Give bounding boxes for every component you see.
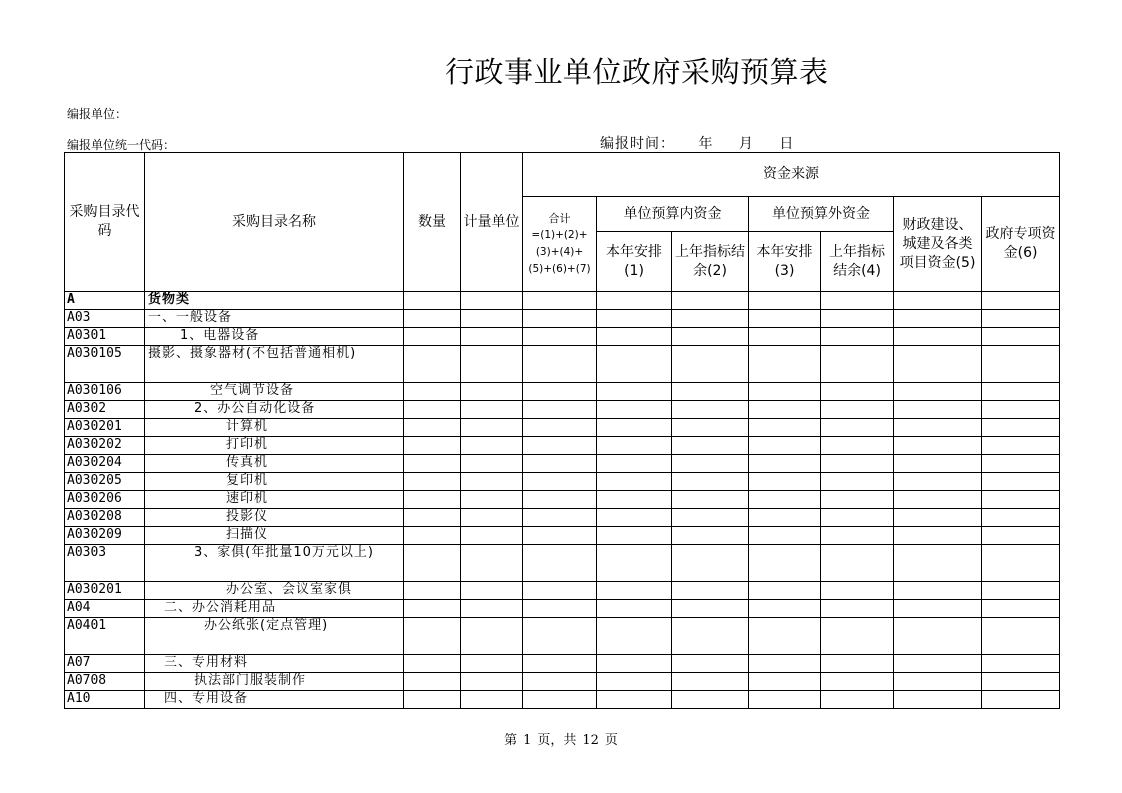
row-cell[interactable]	[749, 310, 821, 328]
row-cell[interactable]	[404, 527, 461, 545]
row-cell[interactable]	[597, 310, 672, 328]
row-cell[interactable]	[672, 455, 749, 473]
row-code[interactable]: A030201	[65, 582, 145, 600]
row-cell[interactable]	[461, 491, 523, 509]
table-row	[65, 419, 1060, 437]
row-name[interactable]: 1、电器设备	[145, 328, 404, 346]
row-code[interactable]: A030201	[65, 419, 145, 437]
col-header-name: 采购目录名称	[145, 153, 404, 292]
row-cell[interactable]	[672, 310, 749, 328]
col-header-in-current: 本年安排(1)	[597, 232, 672, 292]
row-cell[interactable]	[982, 655, 1060, 673]
col-header-qty: 数量	[404, 153, 461, 292]
row-cell[interactable]	[821, 401, 894, 419]
row-cell[interactable]	[597, 473, 672, 491]
row-cell[interactable]	[404, 473, 461, 491]
row-cell[interactable]	[982, 437, 1060, 455]
footer-suffix: 页	[604, 733, 618, 748]
row-cell[interactable]	[404, 292, 461, 310]
row-cell[interactable]	[461, 527, 523, 545]
row-cell[interactable]	[404, 401, 461, 419]
footer-prefix: 第	[504, 733, 518, 748]
row-cell[interactable]	[523, 527, 597, 545]
row-cell[interactable]	[672, 655, 749, 673]
col-header-in-balance: 上年指标结余(2)	[672, 232, 749, 292]
row-cell[interactable]	[597, 673, 672, 691]
row-code[interactable]: A030205	[65, 473, 145, 491]
row-cell[interactable]	[404, 346, 461, 383]
row-cell[interactable]	[404, 618, 461, 655]
row-cell[interactable]	[749, 383, 821, 401]
row-cell[interactable]	[821, 310, 894, 328]
page-footer	[0, 729, 1122, 748]
row-cell[interactable]	[894, 310, 982, 328]
row-cell[interactable]	[821, 545, 894, 582]
col-header-inside: 单位预算内资金	[597, 197, 749, 232]
row-name[interactable]: 一、一般设备	[145, 310, 404, 328]
row-cell[interactable]	[749, 673, 821, 691]
row-cell[interactable]	[821, 292, 894, 310]
row-cell[interactable]	[982, 527, 1060, 545]
table-row	[65, 600, 1060, 618]
row-cell[interactable]	[597, 691, 672, 709]
row-cell[interactable]	[461, 545, 523, 582]
row-cell[interactable]	[523, 509, 597, 527]
row-cell[interactable]	[523, 455, 597, 473]
row-cell[interactable]	[597, 655, 672, 673]
row-cell[interactable]	[982, 401, 1060, 419]
row-code[interactable]: A030106	[65, 383, 145, 401]
row-cell[interactable]	[894, 383, 982, 401]
row-name[interactable]: 扫描仪	[145, 527, 404, 545]
row-cell[interactable]	[672, 328, 749, 346]
row-cell[interactable]	[672, 618, 749, 655]
row-name[interactable]: 投影仪	[145, 509, 404, 527]
col-header-source: 资金来源	[523, 153, 1060, 197]
row-cell[interactable]	[461, 509, 523, 527]
row-cell[interactable]	[982, 691, 1060, 709]
row-cell[interactable]	[597, 455, 672, 473]
row-cell[interactable]	[821, 655, 894, 673]
row-cell[interactable]	[404, 328, 461, 346]
row-name[interactable]: 三、专用材料	[145, 655, 404, 673]
row-cell[interactable]	[523, 310, 597, 328]
row-cell[interactable]	[597, 582, 672, 600]
table-row	[65, 545, 1060, 582]
row-code[interactable]: A04	[65, 600, 145, 618]
row-cell[interactable]	[404, 383, 461, 401]
row-code[interactable]: A	[65, 292, 145, 310]
row-cell[interactable]	[749, 618, 821, 655]
row-cell[interactable]	[749, 437, 821, 455]
row-cell[interactable]	[894, 600, 982, 618]
row-cell[interactable]	[821, 618, 894, 655]
row-name[interactable]: 计算机	[145, 419, 404, 437]
col-header-special: 政府专项资金(6)	[982, 197, 1060, 292]
row-cell[interactable]	[821, 473, 894, 491]
footer-mid: 页，共	[537, 733, 577, 748]
row-cell[interactable]	[982, 346, 1060, 383]
day-label: 日	[779, 136, 795, 152]
row-cell[interactable]	[749, 292, 821, 310]
row-cell[interactable]	[597, 383, 672, 401]
row-cell[interactable]	[404, 509, 461, 527]
row-cell[interactable]	[523, 328, 597, 346]
row-cell[interactable]	[894, 473, 982, 491]
row-cell[interactable]	[523, 401, 597, 419]
row-cell[interactable]	[461, 383, 523, 401]
table-row	[65, 655, 1060, 673]
row-code[interactable]: A030206	[65, 491, 145, 509]
col-header-code: 采购目录代码	[65, 153, 145, 292]
table-row	[65, 673, 1060, 691]
row-cell[interactable]	[523, 655, 597, 673]
row-cell[interactable]	[982, 455, 1060, 473]
table-row	[65, 383, 1060, 401]
table-row	[65, 292, 1060, 310]
row-cell[interactable]	[749, 328, 821, 346]
row-name[interactable]: 办公纸张(定点管理)	[145, 618, 404, 655]
row-cell[interactable]	[749, 655, 821, 673]
row-cell[interactable]	[523, 346, 597, 383]
page-title: 行政事业单位政府采购预算表	[445, 55, 829, 89]
row-cell[interactable]	[821, 419, 894, 437]
table-row	[65, 618, 1060, 655]
row-cell[interactable]	[461, 582, 523, 600]
col-header-outside: 单位预算外资金	[749, 197, 894, 232]
row-cell[interactable]	[597, 509, 672, 527]
row-cell[interactable]	[982, 419, 1060, 437]
row-cell[interactable]	[461, 655, 523, 673]
row-cell[interactable]	[461, 455, 523, 473]
row-code[interactable]: A030204	[65, 455, 145, 473]
row-cell[interactable]	[982, 618, 1060, 655]
row-cell[interactable]	[894, 437, 982, 455]
row-cell[interactable]	[982, 328, 1060, 346]
row-cell[interactable]	[749, 527, 821, 545]
row-cell[interactable]	[821, 582, 894, 600]
row-cell[interactable]	[597, 437, 672, 455]
row-cell[interactable]	[894, 328, 982, 346]
table-row	[65, 401, 1060, 419]
row-cell[interactable]	[672, 437, 749, 455]
row-cell[interactable]	[749, 401, 821, 419]
report-time	[600, 133, 794, 153]
row-cell[interactable]	[982, 600, 1060, 618]
row-cell[interactable]	[523, 673, 597, 691]
row-name[interactable]: 货物类	[145, 292, 404, 310]
row-cell[interactable]	[672, 600, 749, 618]
row-cell[interactable]	[894, 527, 982, 545]
row-code[interactable]: A07	[65, 655, 145, 673]
row-cell[interactable]	[672, 419, 749, 437]
row-code[interactable]: A030105	[65, 346, 145, 383]
col-header-total-line2: =(1)+(2)+(3)+(4)+(5)+(6)+(7)	[528, 229, 591, 275]
row-cell[interactable]	[404, 419, 461, 437]
row-cell[interactable]	[461, 310, 523, 328]
row-cell[interactable]	[894, 618, 982, 655]
row-cell[interactable]	[404, 655, 461, 673]
col-header-out-current: 本年安排(3)	[749, 232, 821, 292]
row-cell[interactable]	[821, 328, 894, 346]
row-cell[interactable]	[523, 691, 597, 709]
row-cell[interactable]	[523, 383, 597, 401]
row-name[interactable]: 速印机	[145, 491, 404, 509]
row-cell[interactable]	[597, 491, 672, 509]
row-code[interactable]: A0401	[65, 618, 145, 655]
table-row	[65, 437, 1060, 455]
row-cell[interactable]	[821, 491, 894, 509]
col-header-out-balance: 上年指标结余(4)	[821, 232, 894, 292]
row-cell[interactable]	[894, 691, 982, 709]
row-cell[interactable]	[894, 655, 982, 673]
row-cell[interactable]	[461, 600, 523, 618]
row-name[interactable]: 二、办公消耗用品	[145, 600, 404, 618]
row-cell[interactable]	[597, 545, 672, 582]
row-cell[interactable]	[404, 545, 461, 582]
row-code[interactable]: A0303	[65, 545, 145, 582]
table-row	[65, 346, 1060, 383]
row-cell[interactable]	[982, 473, 1060, 491]
row-cell[interactable]	[597, 401, 672, 419]
table-row	[65, 310, 1060, 328]
table-row	[65, 491, 1060, 509]
row-cell[interactable]	[894, 509, 982, 527]
row-cell[interactable]	[894, 673, 982, 691]
row-cell[interactable]	[894, 419, 982, 437]
row-cell[interactable]	[404, 673, 461, 691]
row-cell[interactable]	[821, 673, 894, 691]
row-cell[interactable]	[749, 419, 821, 437]
row-cell[interactable]	[597, 328, 672, 346]
col-header-finance: 财政建设、城建及各类项目资金(5)	[894, 197, 982, 292]
row-cell[interactable]	[597, 527, 672, 545]
table-row	[65, 582, 1060, 600]
row-cell[interactable]	[672, 509, 749, 527]
row-cell[interactable]	[749, 691, 821, 709]
table-row	[65, 455, 1060, 473]
table-row	[65, 527, 1060, 545]
row-cell[interactable]	[672, 527, 749, 545]
row-code[interactable]: A0301	[65, 328, 145, 346]
row-cell[interactable]	[821, 383, 894, 401]
row-cell[interactable]	[404, 582, 461, 600]
row-code[interactable]: A030202	[65, 437, 145, 455]
row-cell[interactable]	[821, 600, 894, 618]
row-cell[interactable]	[523, 618, 597, 655]
row-cell[interactable]	[461, 292, 523, 310]
row-cell[interactable]	[523, 545, 597, 582]
table-row	[65, 509, 1060, 527]
row-cell[interactable]	[894, 292, 982, 310]
row-cell[interactable]	[982, 673, 1060, 691]
row-cell[interactable]	[672, 383, 749, 401]
row-cell[interactable]	[982, 582, 1060, 600]
row-cell[interactable]	[749, 600, 821, 618]
row-cell[interactable]	[461, 473, 523, 491]
row-cell[interactable]	[523, 419, 597, 437]
row-cell[interactable]	[982, 509, 1060, 527]
row-cell[interactable]	[523, 437, 597, 455]
row-cell[interactable]	[894, 582, 982, 600]
row-cell[interactable]	[461, 346, 523, 383]
row-cell[interactable]	[982, 383, 1060, 401]
row-name[interactable]: 复印机	[145, 473, 404, 491]
row-cell[interactable]	[597, 419, 672, 437]
row-cell[interactable]	[461, 419, 523, 437]
row-name[interactable]: 四、专用设备	[145, 691, 404, 709]
table-row	[65, 473, 1060, 491]
row-cell[interactable]	[597, 346, 672, 383]
col-header-total-line1: 合计	[548, 212, 571, 225]
row-name[interactable]: 2、办公自动化设备	[145, 401, 404, 419]
row-cell[interactable]	[404, 455, 461, 473]
row-cell[interactable]	[672, 292, 749, 310]
table-row	[65, 328, 1060, 346]
month-label: 月	[738, 136, 754, 152]
row-cell[interactable]	[894, 545, 982, 582]
row-cell[interactable]	[672, 346, 749, 383]
row-cell[interactable]	[672, 401, 749, 419]
row-cell[interactable]	[523, 582, 597, 600]
row-cell[interactable]	[404, 600, 461, 618]
row-cell[interactable]	[821, 455, 894, 473]
header-row-1	[65, 153, 1060, 197]
row-cell[interactable]	[749, 545, 821, 582]
row-cell[interactable]	[672, 473, 749, 491]
row-cell[interactable]	[749, 582, 821, 600]
row-cell[interactable]	[461, 328, 523, 346]
row-cell[interactable]	[461, 691, 523, 709]
row-cell[interactable]	[523, 473, 597, 491]
row-cell[interactable]	[461, 673, 523, 691]
row-cell[interactable]	[821, 527, 894, 545]
row-cell[interactable]	[597, 618, 672, 655]
report-time-label: 编报时间：	[600, 136, 675, 152]
row-cell[interactable]	[821, 691, 894, 709]
row-cell[interactable]	[597, 292, 672, 310]
reporting-unit-label: 编报单位：	[67, 107, 128, 121]
row-cell[interactable]	[404, 437, 461, 455]
row-name[interactable]: 打印机	[145, 437, 404, 455]
row-name[interactable]: 空气调节设备	[145, 383, 404, 401]
footer-total: 12	[582, 733, 599, 748]
row-cell[interactable]	[749, 455, 821, 473]
row-cell[interactable]	[672, 582, 749, 600]
row-code[interactable]: A0708	[65, 673, 145, 691]
row-cell[interactable]	[461, 437, 523, 455]
row-code[interactable]: A10	[65, 691, 145, 709]
unit-code-label: 编报单位统一代码：	[67, 138, 176, 152]
row-cell[interactable]	[672, 691, 749, 709]
row-cell[interactable]	[461, 401, 523, 419]
row-cell[interactable]	[404, 491, 461, 509]
row-cell[interactable]	[821, 437, 894, 455]
row-cell[interactable]	[749, 491, 821, 509]
row-cell[interactable]	[894, 401, 982, 419]
row-cell[interactable]	[894, 346, 982, 383]
row-cell[interactable]	[523, 600, 597, 618]
row-cell[interactable]	[523, 292, 597, 310]
row-cell[interactable]	[982, 292, 1060, 310]
row-cell[interactable]	[404, 310, 461, 328]
col-header-total	[523, 197, 597, 292]
row-cell[interactable]	[821, 346, 894, 383]
row-name[interactable]: 执法部门服装制作	[145, 673, 404, 691]
row-name[interactable]: 3、家俱(年批量10万元以上)	[145, 545, 404, 582]
row-name[interactable]: 摄影、摄象器材(不包括普通相机)	[145, 346, 404, 383]
row-code[interactable]: A030208	[65, 509, 145, 527]
row-cell[interactable]	[749, 346, 821, 383]
row-cell[interactable]	[749, 509, 821, 527]
row-code[interactable]: A0302	[65, 401, 145, 419]
row-name[interactable]: 办公室、会议室家俱	[145, 582, 404, 600]
row-cell[interactable]	[982, 491, 1060, 509]
row-cell[interactable]	[982, 310, 1060, 328]
row-cell[interactable]	[821, 509, 894, 527]
row-cell[interactable]	[404, 691, 461, 709]
row-cell[interactable]	[672, 491, 749, 509]
row-cell[interactable]	[523, 491, 597, 509]
row-cell[interactable]	[749, 473, 821, 491]
footer-page: 1	[523, 733, 532, 748]
row-cell[interactable]	[894, 491, 982, 509]
row-cell[interactable]	[672, 545, 749, 582]
row-cell[interactable]	[461, 618, 523, 655]
budget-table	[64, 152, 1060, 709]
row-cell[interactable]	[894, 455, 982, 473]
row-code[interactable]: A030209	[65, 527, 145, 545]
row-code[interactable]: A03	[65, 310, 145, 328]
year-label: 年	[698, 136, 714, 152]
table-row	[65, 691, 1060, 709]
row-cell[interactable]	[597, 600, 672, 618]
col-header-unit: 计量单位	[461, 153, 523, 292]
row-cell[interactable]	[982, 545, 1060, 582]
row-cell[interactable]	[672, 673, 749, 691]
row-name[interactable]: 传真机	[145, 455, 404, 473]
